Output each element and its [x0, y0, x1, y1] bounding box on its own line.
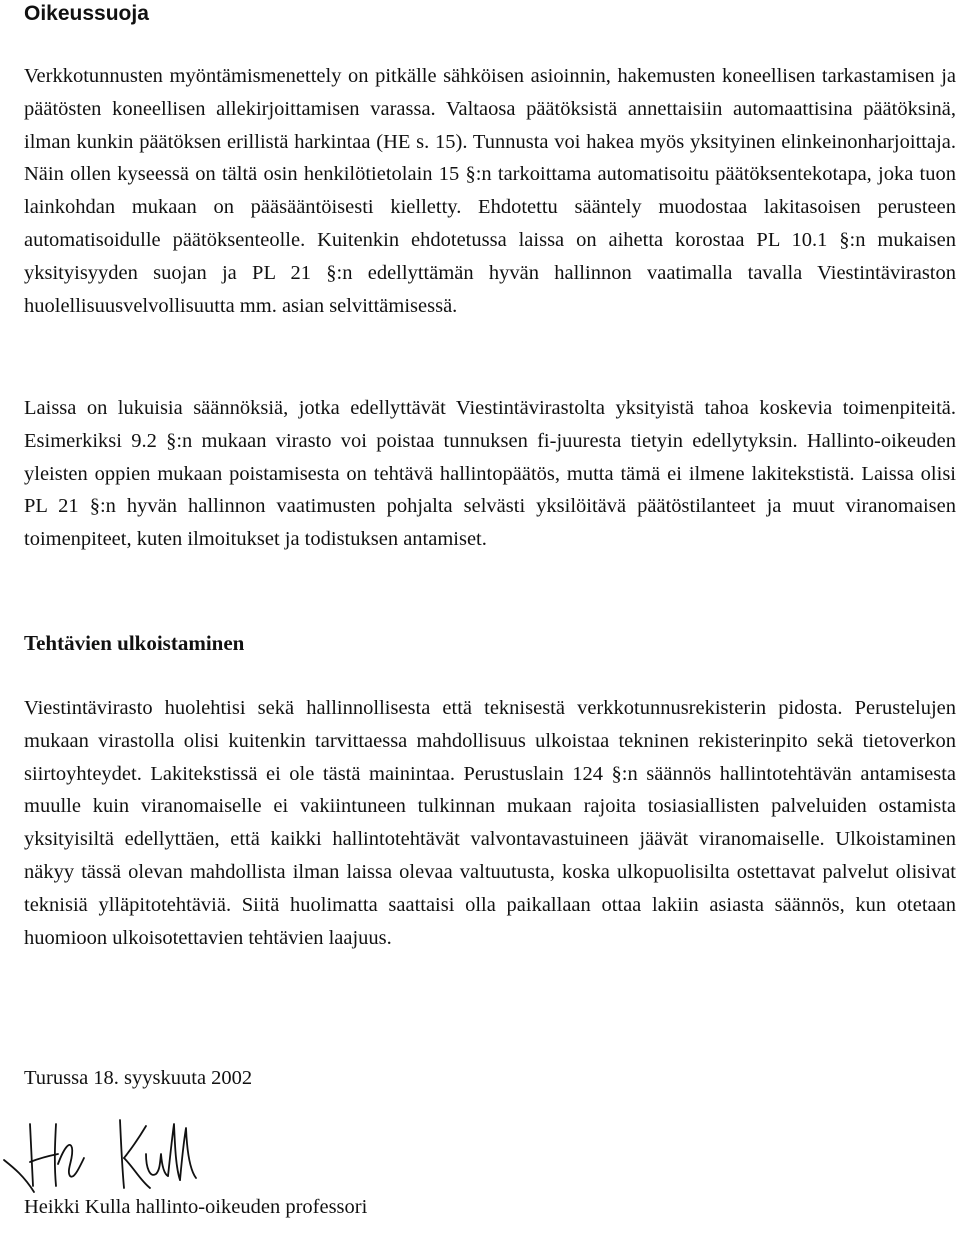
handwritten-signature	[0, 1118, 200, 1198]
paragraph-authority-measures: Laissa on lukuisia säännöksiä, jotka edellyttävät Viestintävirastolta yksityistä tahoa koskevia toimenpiteitä. Esimerkiksi 9.2 §:n mukaan virasto voi poistaa tunnuksen fi-juuresta tietyin edellytyksin. Hallinto-oikeuden yleisten oppien mukaan poistamisesta on tehtävä hallintopäätös, mutta tämä ei ilmene lakitekstistä. Laissa olisi PL 21 §:n hyvän hallinnon vaatimusten pohjalta selvästi yksilöitävä päätöstilanteet ja muut viranomaisen toimenpiteet, kuten ilmoitukset ja todistuksen antamiset.	[24, 397, 956, 551]
section-heading-outsourcing: Tehtävien ulkoistaminen	[24, 631, 245, 655]
place-and-date: Turussa 18. syyskuuta 2002	[24, 1067, 253, 1089]
paragraph-automated-decisions: Verkkotunnusten myöntämismenettely on pitkälle sähköisen asioinnin, hakemusten koneellisen tarkastamisen ja päätösten koneellisen allekirjoittamisen varassa. Valtaosa päätöksistä annettaisiin automaattisina päätöksinä, ilman kunkin päätöksen erillistä harkintaa (HE s. 15). Tunnusta voi hakea myös yksityinen elinkeinonharjoittaja. Näin ollen kyseessä on tältä osin henkilötietolain 15 §:n tarkoittama automatisoitu päätöksentekotapa, joka tuon lainkohdan mukaan on pääsääntöisesti kielletty. Ehdotettu sääntely muodostaa lakitasoisen perusteen automatisoidulle päätöksenteolle. Kuitenkin ehdotetussa laissa on aihetta korostaa PL 10.1 §:n mukaisen yksityisyyden suojan ja PL 21 §:n edellyttämän hyvän hallinnon vaatimalla tavalla Viestintäviraston huolellisuusvelvollisuutta mm. asian selvittämisessä.	[24, 65, 956, 317]
paragraph-outsourcing: Viestintävirasto huolehtisi sekä hallinnollisesta että teknisestä verkkotunnusrekisterin pidosta. Perustelujen mukaan virastolla olisi kuitenkin tarvittaessa mahdollisuus ulkoistaa tekninen rekisterinpito sekä tietoverkon siirtoyhteydet. Lakitekstissä ei ole tästä mainintaa. Perustuslain 124 §:n säännös hallintotehtävän antamisesta muulle kuin viranomaiselle ei vakiintuneen tulkinnan mukaan rajoita tosiasiallisten palveluiden ostamista yksityisiltä edellyttäen, että kaikki hallintotehtävät valvontavastuineen jäävät viranomaiselle. Ulkoistaminen näkyy tässä olevan mahdollista ilman laissa olevaa valtuutusta, koska ulkopuolisilta ostettavat palvelut olisivat teknisiä ylläpitotehtäviä. Siitä huolimatta saattaisi olla paikallaan ottaa lakiin asiasta säännös, kun otetaan huomioon ulkoisotettavien tehtävien laajuus.	[24, 697, 956, 949]
signer-name-and-title: Heikki Kulla hallinto-oikeuden professori	[24, 1196, 368, 1218]
section-heading-oikeussuoja: Oikeussuoja	[24, 2, 149, 25]
